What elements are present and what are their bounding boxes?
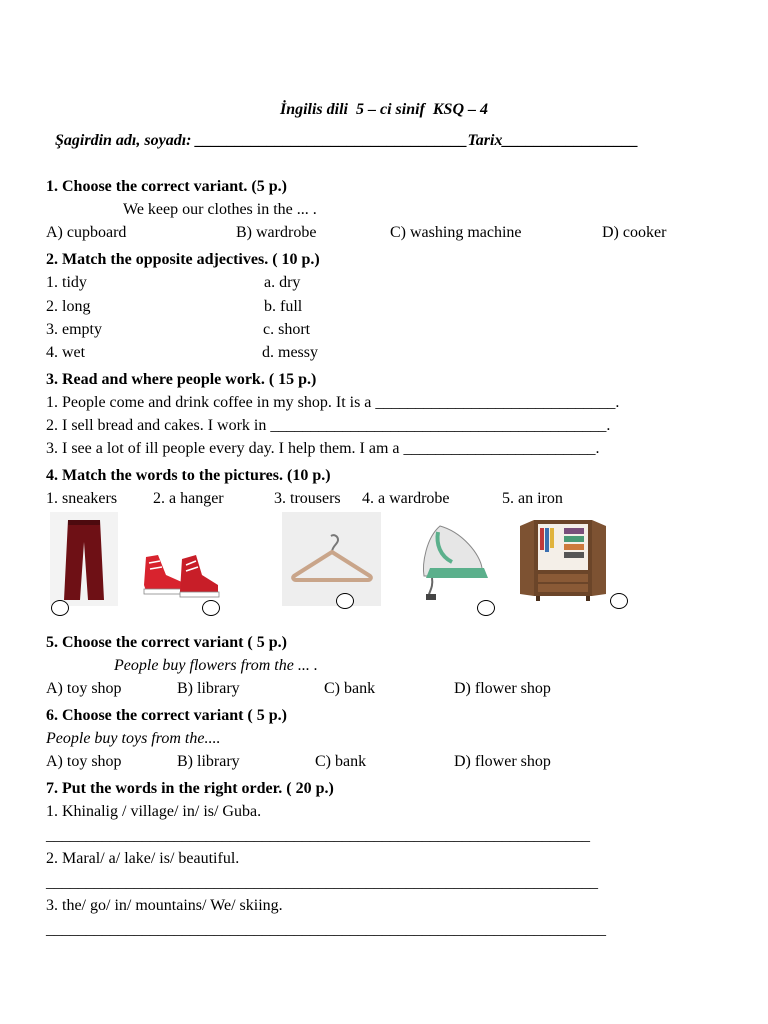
q7-heading: 7. Put the words in the right order. ( 20 p.) [46, 780, 334, 797]
q4-word: 2. a hanger [153, 490, 224, 507]
q4-word: 3. trousers [274, 490, 341, 507]
page-title: İngilis dili 5 – ci sinif KSQ – 4 [279, 101, 489, 118]
q5-sentence: People buy flowers from the ... . [114, 657, 318, 674]
q2-left-item: 4. wet [46, 344, 86, 361]
q4-word: 4. a wardrobe [362, 490, 450, 507]
q5-option-c[interactable]: C) bank [324, 680, 376, 697]
q4-word: 5. an iron [502, 490, 563, 507]
q5-heading: 5. Choose the correct variant ( 5 p.) [46, 634, 287, 651]
q3-line[interactable]: 1. People come and drink coffee in my shop. It is a ______________________________. [46, 394, 620, 411]
q5-option-a[interactable]: A) toy shop [46, 680, 122, 697]
q5-option-d[interactable]: D) flower shop [454, 680, 551, 697]
q3-line[interactable]: 2. I sell bread and cakes. I work in __________________________________________. [46, 417, 611, 434]
student-name-date-line[interactable]: Şagirdin adı, soyadı: __________________________________Tarix_________________ [55, 132, 639, 149]
q3-heading: 3. Read and where people work. ( 15 p.) [46, 371, 317, 388]
q2-right-item: a. dry [264, 274, 301, 291]
q6-option-c[interactable]: C) bank [315, 753, 367, 770]
q5-option-b[interactable]: B) library [177, 680, 240, 697]
answer-circle[interactable] [610, 593, 628, 609]
q6-option-b[interactable]: B) library [177, 753, 240, 770]
answer-circle[interactable] [477, 600, 495, 616]
q6-sentence: People buy toys from the.... [46, 730, 221, 747]
hanger-icon [282, 512, 381, 606]
iron-icon [412, 518, 498, 604]
q1-sentence: We keep our clothes in the ... . [123, 201, 317, 218]
q6-heading: 6. Choose the correct variant ( 5 p.) [46, 707, 287, 724]
q2-right-item: d. messy [262, 344, 318, 361]
q4-heading: 4. Match the words to the pictures. (10 p.) [46, 467, 331, 484]
q7-answer-blank[interactable]: ____________________________________________________________________ [46, 827, 590, 844]
answer-circle[interactable] [336, 593, 354, 609]
q6-option-d[interactable]: D) flower shop [454, 753, 551, 770]
q7-item: 2. Maral/ a/ lake/ is/ beautiful. [46, 850, 240, 867]
wardrobe-icon [516, 514, 610, 604]
q7-answer-blank[interactable]: _____________________________________________________________________ [46, 874, 598, 891]
q6-option-a[interactable]: A) toy shop [46, 753, 122, 770]
q2-left-item: 2. long [46, 298, 91, 315]
q4-word: 1. sneakers [46, 490, 118, 507]
q7-item: 1. Khinalig / village/ in/ is/ Guba. [46, 803, 262, 820]
answer-circle[interactable] [51, 600, 69, 616]
q2-right-item: b. full [264, 298, 303, 315]
q1-option-a[interactable]: A) cupboard [46, 224, 127, 241]
q1-option-d[interactable]: D) cooker [602, 224, 667, 241]
q2-left-item: 1. tidy [46, 274, 87, 291]
q7-answer-blank[interactable]: ______________________________________________________________________ [46, 921, 606, 938]
q1-option-c[interactable]: C) washing machine [390, 224, 522, 241]
q3-line[interactable]: 3. I see a lot of ill people every day. I help them. I am a ________________________. [46, 440, 600, 457]
q2-heading: 2. Match the opposite adjectives. ( 10 p.) [46, 251, 320, 268]
q2-left-item: 3. empty [46, 321, 102, 338]
sneakers-icon [140, 545, 220, 603]
trousers-icon [50, 512, 118, 606]
q1-option-b[interactable]: B) wardrobe [236, 224, 317, 241]
q1-heading: 1. Choose the correct variant. (5 p.) [46, 178, 287, 195]
answer-circle[interactable] [202, 600, 220, 616]
q7-item: 3. the/ go/ in/ mountains/ We/ skiing. [46, 897, 283, 914]
q2-right-item: c. short [263, 321, 311, 338]
